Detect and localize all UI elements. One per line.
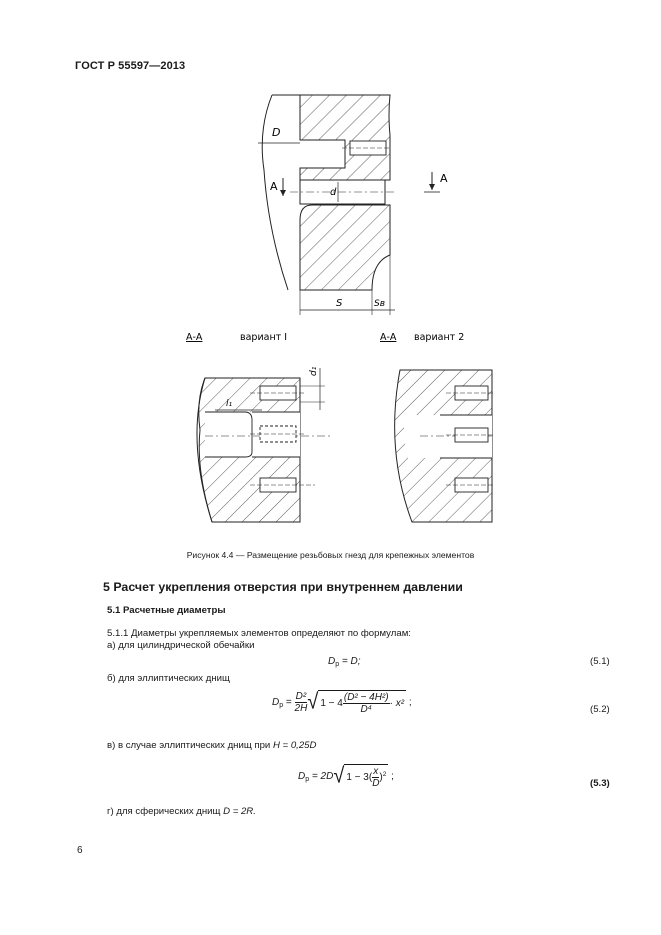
- formula-5-3: $D_p = 2D√$ 1 − 3( $\frac{x}{D}$ )$^2$ ;: [298, 763, 394, 789]
- section-1-variant: вариант I: [240, 332, 288, 343]
- formula-5-3-number: (5.3): [590, 778, 610, 789]
- dim-label-d1: d₁: [309, 366, 319, 376]
- item-c: в) в случае эллиптических днищ при H = 0,25D: [107, 740, 317, 751]
- section-2-variant: вариант 2: [414, 332, 465, 343]
- section-variant-2: [380, 332, 495, 522]
- item-a: а) для цилиндрической обечайки: [107, 640, 255, 651]
- section-mark-A-right: А: [440, 172, 448, 185]
- dim-label-D: D: [272, 126, 281, 139]
- formula-5-2: $D_p$ = $\frac{\text{D²}}{2H}$ √ 1 − 4 $\frac{\text{(D² − 4H²)}}{\text{D⁴}}$ · x² ;: [272, 689, 412, 715]
- formula-5-1-number: (5.1): [590, 656, 610, 667]
- section-2-label: А-А: [380, 332, 397, 343]
- item-d: г) для сферических днищ D = 2R.: [107, 806, 256, 817]
- paragraph-5-1-1: 5.1.1 Диаметры укрепляемых элементов определяют по формулам:: [107, 628, 411, 639]
- section-title: 5 Расчет укрепления отверстия при внутреннем давлении: [103, 580, 463, 594]
- section-1-label: А-А: [186, 332, 203, 343]
- section-variant-1: [186, 332, 330, 522]
- figure-caption: Рисунок 4.4 — Размещение резьбовых гнезд для крепежных элементов: [186, 550, 475, 560]
- dim-label-S: S: [336, 298, 343, 309]
- page-number: 6: [77, 845, 83, 856]
- item-b: б) для эллиптических днищ: [107, 673, 230, 684]
- formula-5-1: $D_p = D$;: [328, 656, 361, 668]
- document-header: ГОСТ Р 55597—2013: [75, 60, 186, 72]
- dim-label-l1: l₁: [226, 399, 233, 409]
- section-mark-A-left: А: [270, 180, 278, 193]
- dim-label-d: d: [330, 187, 337, 198]
- top-view: [258, 95, 448, 315]
- subsection-title: 5.1 Расчетные диаметры: [107, 605, 226, 616]
- formula-5-2-number: (5.2): [590, 704, 610, 715]
- dim-label-Sv: Sв: [374, 299, 386, 309]
